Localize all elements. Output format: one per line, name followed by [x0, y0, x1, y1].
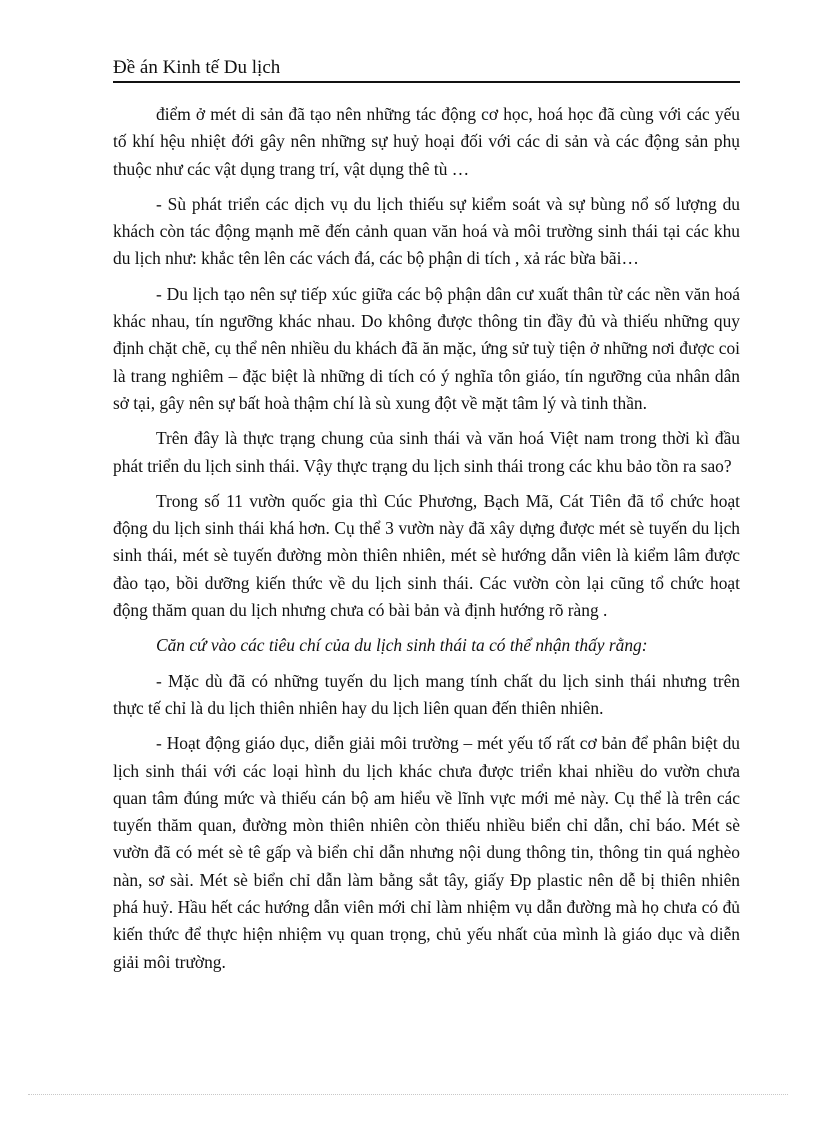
paragraph-nature-tourism: - Mặc dù đã có những tuyến du lịch mang tính chất du lịch sinh thái nhưng trên thực tế chỉ là du lịch thiên nhiên hay du lịch liên quan đến thiên nhiên. — [113, 670, 740, 718]
paragraph-national-parks: Trong số 11 vườn quốc gia thì Cúc Phương, Bạch Mã, Cát Tiên đã tổ chức hoạt động du lịch sinh thái khá hơn. Cụ thể 3 vườn này đã xây dựng được mét sè tuyến du lịch sinh thái, mét sè tuyến đường mòn thiên nhiên, mét sè hướng dẫn viên là kiểm lâm được đào tạo, bồi dưỡng kiến thức về du lịch sinh thái. Các vườn còn lại cũng tổ chức hoạt động thăm quan du lịch nhưng chưa có bài bản và định hướng rõ ràng . — [113, 490, 740, 621]
paragraph-criteria-intro: Căn cứ vào các tiêu chí của du lịch sinh thái ta có thể nhận thấy rằng: — [156, 635, 648, 656]
paragraph-current-situation: Trên đây là thực trạng chung của sinh thái và văn hoá Việt nam trong thời kì đầu phát triển du lịch sinh thái. Vậy thực trạng du lịch sinh thái trong các khu bảo tồn ra sao? — [113, 428, 740, 476]
page-bottom-divider — [28, 1094, 788, 1095]
paragraph-uncontrolled-development: - Sù phát triển các dịch vụ du lịch thiếu sự kiểm soát và sự bùng nổ số lượng du khách còn tác động mạnh mẽ đến cảnh quan văn hoá và môi trường sinh thái tại các khu du lịch như: khắc tên lên các vách đá, các bộ phận di tích , xả rác bừa bãi… — [113, 193, 740, 269]
document-body — [113, 101, 740, 984]
paragraph-cultural-contact: - Du lịch tạo nên sự tiếp xúc giữa các bộ phận dân cư xuất thân từ các nền văn hoá khác nhau, tín ngưỡng khác nhau. Do không được thông tin đầy đủ và thiếu những quy định chặt chẽ, cụ thể nên nhiều du khách đã ăn mặc, ứng sử tuỳ tiện ở những nơi được coi là trang nghiêm – đặc biệt là những di tích có ý nghĩa tôn giáo, tín ngưỡng của nhân dân sở tại, gây nên sự bất hoà thậm chí là sù xung đột về mặt tâm lý và tinh thần. — [113, 283, 740, 413]
paragraph-environmental-education: - Hoạt động giáo dục, diễn giải môi trường – mét yếu tố rất cơ bản để phân biệt du lịch sinh thái với các loại hình du lịch khác chưa được triển khai nhiều do vườn chưa quan tâm đúng mức và thiếu cán bộ am hiểu về lĩnh vực mới mẻ này. Cụ thể là trên các tuyến thăm quan, đường mòn thiên nhiên còn thiếu nhiều biển chỉ dẫn, chỉ báo. Mét sè vườn đã có mét sè tê gấp và biển chỉ dẫn nhưng nội dung thông tin, thông tin quá nghèo nàn, sơ sài. Mét sè biển chỉ dẫn làm bằng sắt tây, giấy Đp plastic nên dễ bị thiên nhiên phá huỷ. Hầu hết các hướng dẫn viên mới chỉ làm nhiệm vụ dẫn đường mà họ chưa có đủ kiến thức để thực hiện nhiệm vụ quan trọng, chủ yếu nhất của mình là giáo dục và diễn giải môi trường. — [113, 733, 740, 972]
header-title: Đề án Kinh tế Du lịch — [113, 57, 281, 78]
paragraph-heritage-impact: điểm ở mét di sản đã tạo nên những tác động cơ học, hoá học đã cùng với các yếu tố khí hệu nhiệt đới gây nên những sự huỷ hoại đối với các di sản và các động sản phụ thuộc như các vật dụng trang trí, vật dụng thê tù … — [113, 104, 740, 179]
page-header — [113, 57, 740, 83]
